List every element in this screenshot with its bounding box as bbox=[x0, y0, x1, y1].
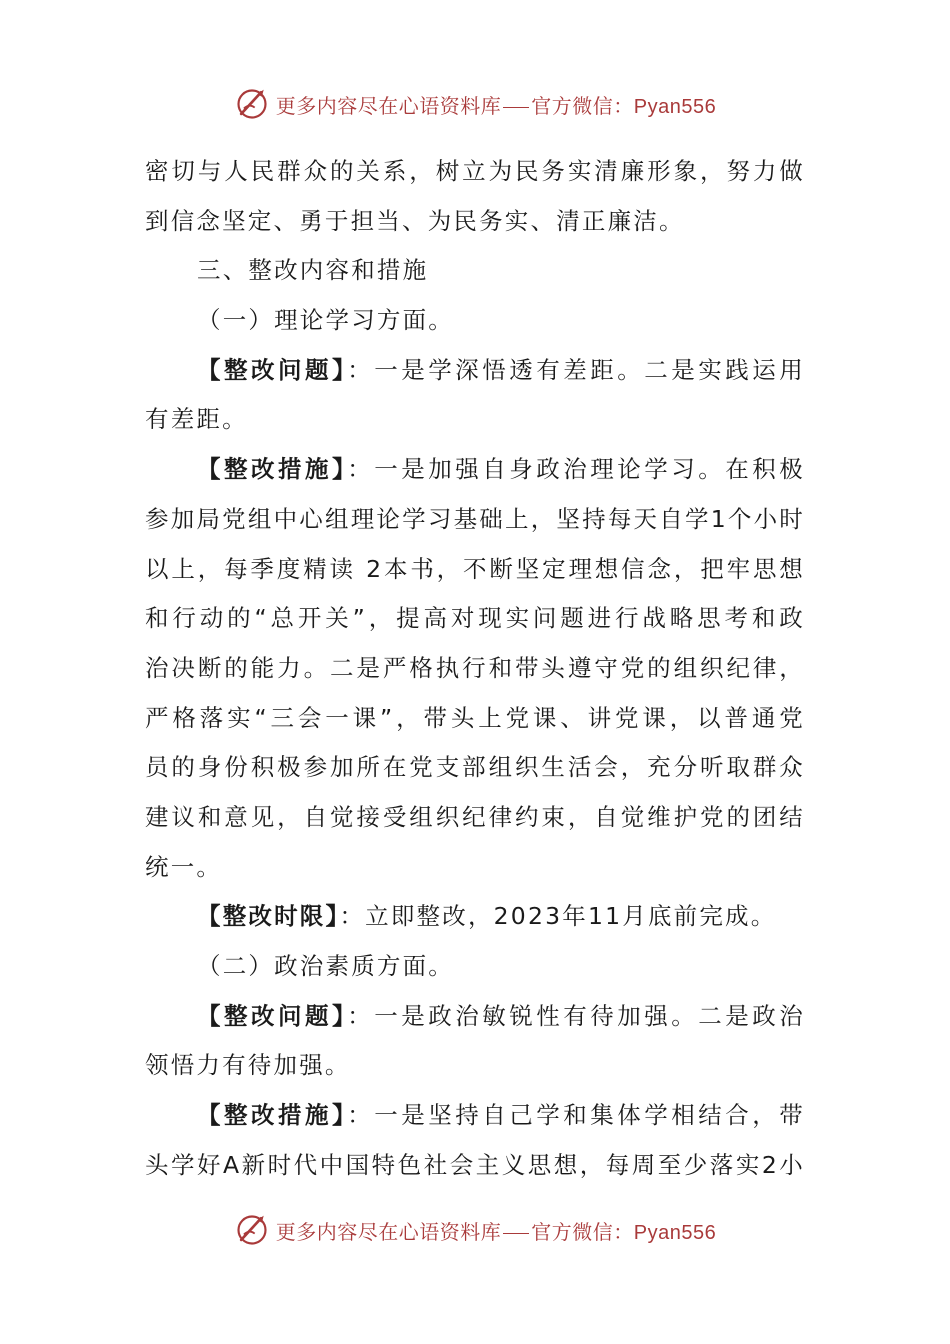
text-line: 和行动的“总开关”，提高对现实问题进行战略思考和政 bbox=[145, 604, 805, 633]
banner-main-text: 更多内容尽在心语资料库 bbox=[275, 1219, 502, 1244]
subsection-heading: （二）政治素质方面。 bbox=[197, 952, 454, 980]
item-label: 【整改措施】 bbox=[197, 1101, 348, 1130]
item-text: ：一是政治敏锐性有待加强。二是政治 bbox=[347, 1001, 805, 1030]
item-label: 【整改问题】 bbox=[197, 355, 348, 384]
text-line: 严格落实“三会一课”，带头上党课、讲党课，以普通党 bbox=[145, 703, 805, 732]
text-line bbox=[145, 892, 805, 942]
banner-dash bbox=[503, 1233, 529, 1234]
item-text: ：一是学深悟透有差距。二是实践运用 bbox=[347, 355, 805, 384]
pen-logo-icon bbox=[234, 1212, 270, 1248]
text-line bbox=[145, 992, 805, 1042]
banner-dash bbox=[503, 107, 529, 108]
subsection-heading: （一）理论学习方面。 bbox=[197, 306, 454, 335]
header-banner bbox=[0, 84, 950, 124]
text-line bbox=[145, 1091, 805, 1141]
banner-wechat-id: Pyan556 bbox=[633, 95, 717, 118]
document-body bbox=[145, 147, 805, 1190]
text-line: 头学好A新时代中国特色社会主义思想，每周至少落实2小 bbox=[145, 1150, 805, 1179]
banner-text bbox=[276, 1216, 716, 1245]
footer-banner bbox=[0, 1210, 950, 1250]
text-line: 统一。 bbox=[145, 852, 223, 881]
banner-text bbox=[276, 90, 716, 119]
item-label: 【整改措施】 bbox=[197, 455, 348, 484]
item-label: 【整改问题】 bbox=[197, 1001, 348, 1030]
text-line: 以上，每季度精读 2本书，不断坚定理想信念，把牢思想 bbox=[145, 554, 805, 583]
text-line: 参加局党组中心组理论学习基础上，坚持每天自学1个小时 bbox=[145, 504, 805, 533]
banner-main-text: 更多内容尽在心语资料库 bbox=[275, 93, 502, 118]
item-text: ：一是坚持自己学和集体学相结合，带 bbox=[347, 1101, 805, 1130]
section-heading: 三、整改内容和措施 bbox=[197, 256, 429, 285]
text-line: 到信念坚定、勇于担当、为民务实、清正廉洁。 bbox=[145, 206, 685, 235]
item-label: 【整改时限】 bbox=[197, 902, 340, 931]
text-line: 有差距。 bbox=[145, 405, 248, 434]
text-line: 密切与人民群众的关系，树立为民务实清廉形象，努力做 bbox=[145, 157, 805, 185]
text-line: 领悟力有待加强。 bbox=[145, 1051, 351, 1080]
text-line bbox=[145, 445, 805, 495]
banner-wechat-id: Pyan556 bbox=[633, 1221, 717, 1244]
banner-sub-text: 官方微信： bbox=[531, 93, 634, 118]
item-text: ：立即整改，2023年11月底前完成。 bbox=[339, 902, 777, 931]
pen-logo-icon bbox=[234, 86, 270, 122]
text-line: 建议和意见，自觉接受组织纪律约束，自觉维护党的团结 bbox=[145, 802, 805, 831]
text-line: 治决断的能力。二是严格执行和带头遵守党的组织纪律， bbox=[145, 653, 805, 682]
item-text: ：一是加强自身政治理论学习。在积极 bbox=[347, 455, 805, 484]
text-line: 员的身份积极参加所在党支部组织生活会，充分听取群众 bbox=[145, 753, 805, 782]
text-line bbox=[145, 346, 805, 396]
banner-sub-text: 官方微信： bbox=[531, 1219, 634, 1244]
